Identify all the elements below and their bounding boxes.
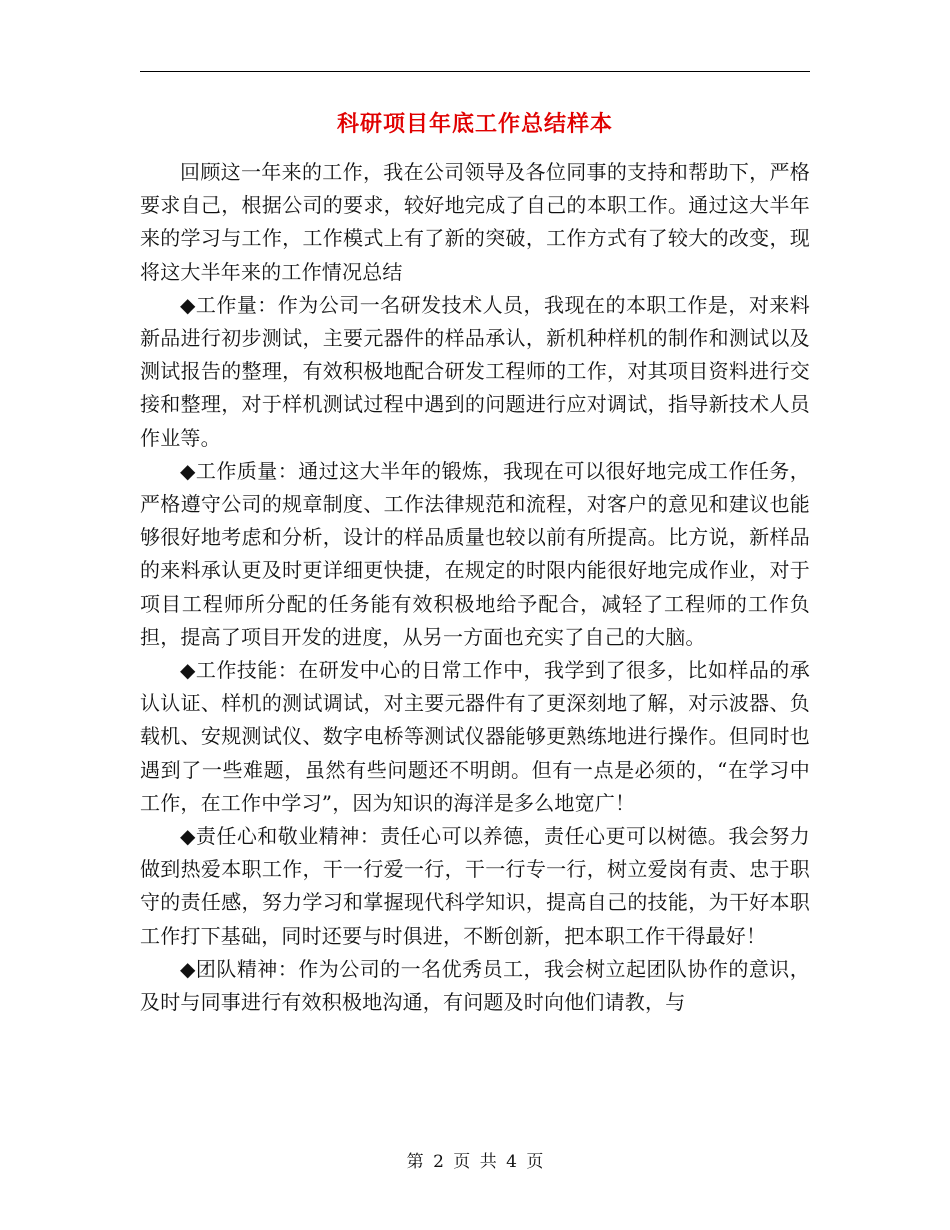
paragraph-workload: ◆工作量：作为公司一名研发技术人员，我现在的本职工作是，对来料新品进行初步测试，主要元器件的样品承认，新机种样机的制作和测试以及测试报告的整理，有效积极地配合研发工程师的工作，对其项目资料进行交接和整理，对于样机测试过程中遇到的问题进行应对调试，指导新技术人员作业等。	[140, 292, 810, 450]
paragraph-team-spirit: ◆团队精神：作为公司的一名优秀员工，我会树立起团队协作的意识，及时与同事进行有效积极地沟通，有问题及时向他们请教，与	[140, 956, 810, 1015]
paragraph-intro: 回顾这一年来的工作，我在公司领导及各位同事的支持和帮助下，严格要求自己，根据公司的要求，较好地完成了自己的本职工作。通过这大半年来的学习与工作，工作模式上有了新的突破，工作方式有了较大的改变，现将这大半年来的工作情况总结	[140, 160, 810, 284]
paragraph-work-quality: ◆工作质量：通过这大半年的锻炼，我现在可以很好地完成工作任务，严格遵守公司的规章制度、工作法律规范和流程，对客户的意见和建议也能够很好地考虑和分析，设计的样品质量也较以前有所提高。比方说，新样品的来料承认更及时更详细更快捷，在规定的时限内能很好地完成作业，对于项目工程师所分配的任务能有效积极地给予配合，减轻了工程师的工作负担，提高了项目开发的进度，从另一方面也充实了自己的大脑。	[140, 458, 810, 649]
paragraph-work-skills: ◆工作技能：在研发中心的日常工作中，我学到了很多，比如样品的承认认证、样机的测试调试，对主要元器件有了更深刻地了解，对示波器、负载机、安规测试仪、数字电桥等测试仪器能够更熟练地进行操作。但同时也遇到了一些难题，虽然有些问题还不明朗。但有一点是必须的，“在学习中工作，在工作中学习”，因为知识的海洋是多么地宽广！	[140, 658, 810, 815]
paragraph-responsibility: ◆责任心和敬业精神：责任心可以养德，责任心更可以树德。我会努力做到热爱本职工作，干一行爱一行，干一行专一行，树立爱岗有责、忠于职守的责任感，努力学习和掌握现代科学知识，提高自己的技能，为干好本职工作打下基础，同时还要与时俱进，不断创新，把本职工作干得最好！	[140, 824, 810, 948]
page-footer: 第 2 页 共 4 页	[406, 1152, 544, 1172]
document-body	[140, 156, 810, 1019]
document-title: 科研项目年底工作总结样本	[336, 111, 613, 137]
header-rule	[140, 71, 810, 72]
